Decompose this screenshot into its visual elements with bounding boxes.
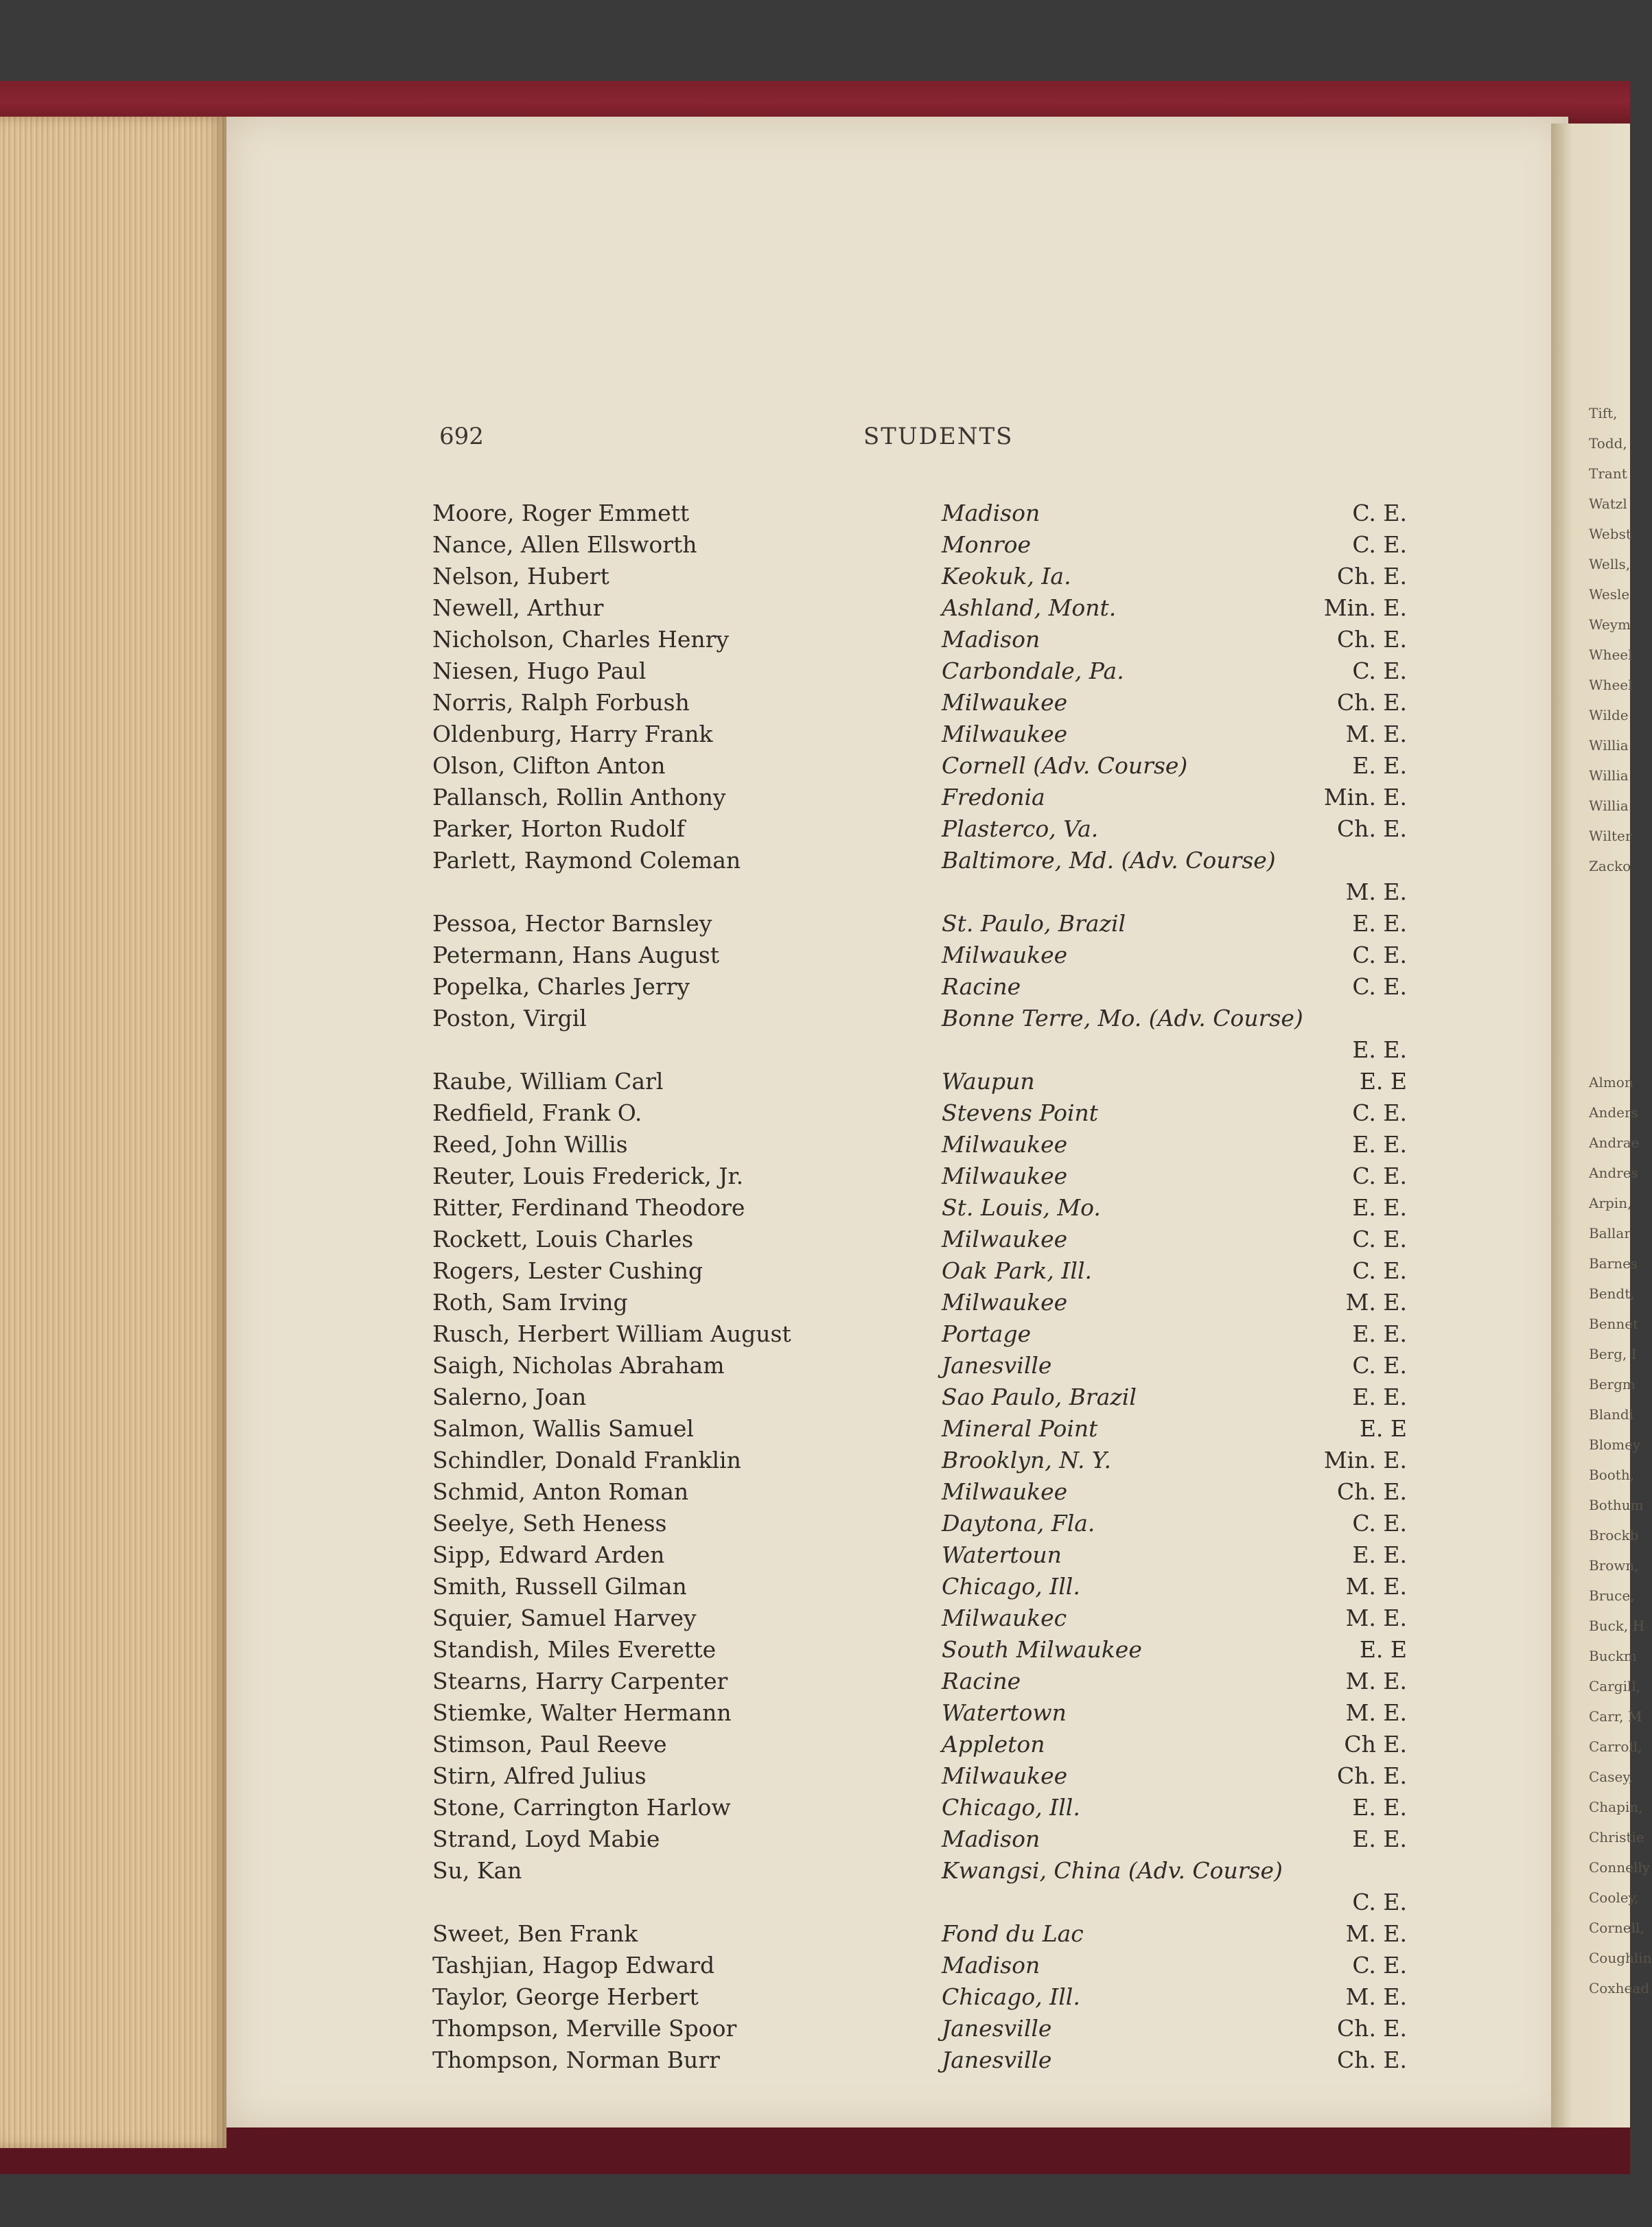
student-course: M. E.	[1345, 1289, 1407, 1316]
student-course: C. E.	[1352, 1099, 1407, 1126]
student-place: Watertown	[942, 1699, 1067, 1726]
student-course: Ch E.	[1344, 1731, 1407, 1758]
student-row	[432, 942, 1407, 973]
next-page-fragment: Watzl	[1589, 495, 1627, 512]
next-page-fragment: Bergm	[1589, 1376, 1636, 1392]
student-row	[432, 815, 1407, 847]
student-name: Oldenburg, Harry Frank	[432, 721, 713, 747]
student-course: E. E	[1359, 1068, 1407, 1095]
student-name: Stone, Carrington Harlow	[432, 1794, 731, 1821]
student-course: M. E.	[1345, 1920, 1407, 1947]
next-page-fragment: Anders	[1589, 1104, 1638, 1121]
next-page-fragment: Cornell,	[1589, 1920, 1644, 1936]
next-page-fragment: Brown,	[1589, 1557, 1639, 1574]
student-row	[432, 1384, 1407, 1415]
student-row	[432, 626, 1407, 657]
next-page-fragment: Carr, M	[1589, 1708, 1642, 1725]
student-place: Monroe	[942, 531, 1032, 558]
student-row	[432, 910, 1407, 942]
student-name: Reuter, Louis Frederick, Jr.	[432, 1163, 744, 1189]
student-course: E. E	[1359, 1636, 1407, 1663]
next-page-fragment: Weym	[1589, 616, 1631, 633]
page-number: 692	[439, 423, 484, 450]
next-page-fragment: Cargill,	[1589, 1678, 1641, 1694]
student-course: M. E.	[1345, 721, 1407, 747]
student-place: Milwaukee	[942, 1131, 1068, 1158]
student-row	[432, 689, 1407, 721]
student-row	[432, 1605, 1407, 1636]
running-head: STUDENTS	[863, 423, 1014, 450]
student-name: Roth, Sam Irving	[432, 1289, 628, 1316]
student-row	[432, 1889, 1407, 1920]
student-place: Racine	[942, 1668, 1021, 1694]
student-course: Ch. E.	[1336, 563, 1407, 590]
next-page-fragment: Andres	[1589, 1165, 1638, 1181]
next-page-fragment: Willia	[1589, 737, 1629, 754]
next-page-fragment: Brockb	[1589, 1527, 1639, 1543]
student-place: Milwaukee	[942, 1289, 1068, 1316]
student-place: Madison	[942, 626, 1040, 653]
next-page-fragment: Bothum	[1589, 1497, 1644, 1513]
student-course: Min. E.	[1323, 784, 1407, 811]
student-place: Chicago, Ill.	[942, 1794, 1080, 1821]
student-name: Popelka, Charles Jerry	[432, 973, 690, 1000]
next-page-fragment: Cooley,	[1589, 1889, 1639, 1906]
next-page-fragment: Bennet	[1589, 1316, 1639, 1332]
student-row	[432, 1983, 1407, 2015]
student-course: Ch. E.	[1336, 1762, 1407, 1789]
student-row	[432, 1952, 1407, 1983]
student-place: Milwaukee	[942, 1163, 1068, 1189]
student-name: Sipp, Edward Arden	[432, 1541, 665, 1568]
student-place: Fredonia	[942, 784, 1045, 811]
next-page-fragment: Booth,	[1589, 1467, 1635, 1483]
student-name: Nelson, Hubert	[432, 563, 609, 590]
student-place: St. Louis, Mo.	[942, 1194, 1101, 1221]
student-name: Nance, Allen Ellsworth	[432, 531, 697, 558]
student-place: Chicago, Ill.	[942, 1573, 1080, 1600]
student-row	[432, 1857, 1407, 1889]
next-page-fragment: Blomey	[1589, 1436, 1641, 1453]
student-course: M. E.	[1345, 1605, 1407, 1631]
student-name: Rogers, Lester Cushing	[432, 1257, 703, 1284]
student-place: Waupun	[942, 1068, 1035, 1095]
student-course: E. E.	[1352, 1320, 1407, 1347]
student-name: Rockett, Louis Charles	[432, 1226, 694, 1252]
student-row	[432, 1731, 1407, 1762]
next-page-fragment: Willia	[1589, 797, 1629, 814]
student-place: Baltimore, Md. (Adv. Course)	[942, 847, 1276, 874]
next-page-fragment: Wilter	[1589, 828, 1632, 844]
student-place: Chicago, Ill.	[942, 1983, 1080, 2010]
student-course: C. E.	[1352, 1952, 1407, 1979]
student-place: Milwaukec	[942, 1605, 1067, 1631]
next-page-fragment: Carroll,	[1589, 1738, 1642, 1755]
student-name: Saigh, Nicholas Abraham	[432, 1352, 725, 1379]
student-place: Ashland, Mont.	[942, 594, 1117, 621]
student-name: Parker, Horton Rudolf	[432, 815, 685, 842]
student-row	[432, 1352, 1407, 1384]
student-row	[432, 2015, 1407, 2047]
student-row	[432, 1226, 1407, 1257]
student-row	[432, 784, 1407, 815]
student-course: E. E.	[1352, 1794, 1407, 1821]
student-row	[432, 1541, 1407, 1573]
page-stack	[0, 117, 226, 2148]
student-place: Mineral Point	[942, 1415, 1098, 1442]
student-row	[432, 1289, 1407, 1320]
student-place: Carbondale, Pa.	[942, 657, 1124, 684]
student-name: Olson, Clifton Anton	[432, 752, 666, 779]
student-place: Janesville	[942, 1352, 1052, 1379]
student-course: C. E.	[1352, 942, 1407, 968]
student-name: Tashjian, Hagop Edward	[432, 1952, 715, 1979]
next-page-fragment: Wheel	[1589, 646, 1633, 663]
student-place: Milwaukee	[942, 1762, 1068, 1789]
student-place: Watertoun	[942, 1541, 1062, 1568]
student-place: Madison	[942, 1952, 1040, 1979]
student-row	[432, 1068, 1407, 1099]
student-place: Kwangsi, China (Adv. Course)	[942, 1857, 1283, 1884]
student-row	[432, 531, 1407, 563]
student-row	[432, 1762, 1407, 1794]
student-row	[432, 1131, 1407, 1163]
student-list	[432, 500, 1407, 2078]
student-name: Redfield, Frank O.	[432, 1099, 642, 1126]
student-course: Min. E.	[1323, 1447, 1407, 1473]
student-name: Norris, Ralph Forbush	[432, 689, 690, 716]
student-course: C. E.	[1352, 1889, 1407, 1915]
next-page-fragment: Buckm	[1589, 1648, 1637, 1664]
next-page-fragment: Ballar	[1589, 1225, 1631, 1241]
next-page-fragment: Andrae	[1589, 1134, 1640, 1151]
student-course: Ch. E.	[1336, 626, 1407, 653]
student-name: Standish, Miles Everette	[432, 1636, 717, 1663]
next-page-fragment: Barnes	[1589, 1255, 1638, 1272]
next-page-fragment: Arpin,	[1589, 1195, 1632, 1211]
next-page-fragment: Christie	[1589, 1829, 1644, 1845]
student-course: Ch. E.	[1336, 2047, 1407, 2073]
student-place: Oak Park, Ill.	[942, 1257, 1092, 1284]
student-course: C. E.	[1352, 973, 1407, 1000]
next-page-fragment: Webst	[1589, 526, 1631, 542]
next-page-fragment: Almon	[1589, 1074, 1633, 1091]
student-place: Janesville	[942, 2015, 1052, 2042]
student-course: E. E.	[1352, 1036, 1407, 1063]
student-place: Stevens Point	[942, 1099, 1099, 1126]
student-name: Thompson, Merville Spoor	[432, 2015, 737, 2042]
student-place: Milwaukee	[942, 689, 1068, 716]
student-row	[432, 1415, 1407, 1447]
student-place: Sao Paulo, Brazil	[942, 1384, 1137, 1410]
student-place: Fond du Lac	[942, 1920, 1084, 1947]
student-place: Bonne Terre, Mo. (Adv. Course)	[942, 1005, 1303, 1031]
student-row	[432, 721, 1407, 752]
student-row	[432, 1163, 1407, 1194]
student-row	[432, 1920, 1407, 1952]
student-name: Thompson, Norman Burr	[432, 2047, 720, 2073]
student-name: Schindler, Donald Franklin	[432, 1447, 741, 1473]
student-name: Reed, John Willis	[432, 1131, 628, 1158]
student-name: Strand, Loyd Mabie	[432, 1826, 660, 1852]
student-row	[432, 973, 1407, 1005]
student-name: Ritter, Ferdinand Theodore	[432, 1194, 745, 1221]
student-course: Ch. E.	[1336, 2015, 1407, 2042]
student-row	[432, 1320, 1407, 1352]
student-name: Newell, Arthur	[432, 594, 604, 621]
student-name: Stearns, Harry Carpenter	[432, 1668, 728, 1694]
student-name: Raube, William Carl	[432, 1068, 664, 1095]
student-name: Nicholson, Charles Henry	[432, 626, 730, 653]
student-name: Smith, Russell Gilman	[432, 1573, 687, 1600]
student-row	[432, 847, 1407, 878]
student-name: Stirn, Alfred Julius	[432, 1762, 647, 1789]
student-name: Poston, Virgil	[432, 1005, 587, 1031]
student-row	[432, 1447, 1407, 1478]
student-place: Milwaukee	[942, 721, 1068, 747]
student-place: Plasterco, Va.	[942, 815, 1099, 842]
student-row	[432, 2047, 1407, 2078]
next-page-fragment: Connelly	[1589, 1859, 1651, 1876]
student-row	[432, 594, 1407, 626]
student-course: C. E.	[1352, 1163, 1407, 1189]
student-name: Salerno, Joan	[432, 1384, 587, 1410]
next-page-fragment: Willia	[1589, 767, 1629, 784]
student-course: E. E.	[1352, 1826, 1407, 1852]
student-course: E. E.	[1352, 1131, 1407, 1158]
student-row	[432, 1257, 1407, 1289]
student-course: M. E.	[1345, 1668, 1407, 1694]
student-place: South Milwaukee	[942, 1636, 1142, 1663]
student-row	[432, 1794, 1407, 1826]
student-course: C. E.	[1352, 500, 1407, 526]
student-name: Parlett, Raymond Coleman	[432, 847, 741, 874]
next-page-fragment: Buck, H	[1589, 1618, 1645, 1634]
next-page-fragment: Todd,	[1589, 435, 1627, 452]
student-course: E. E.	[1352, 752, 1407, 779]
student-name: Stiemke, Walter Hermann	[432, 1699, 732, 1726]
student-place: Keokuk, Ia.	[942, 563, 1071, 590]
student-course: M. E.	[1345, 878, 1407, 905]
student-name: Su, Kan	[432, 1857, 522, 1884]
student-place: Milwaukee	[942, 942, 1068, 968]
student-row	[432, 1826, 1407, 1857]
student-row	[432, 1668, 1407, 1699]
next-page-fragment: Bendt,	[1589, 1285, 1635, 1302]
next-page-fragment: Blandi	[1589, 1406, 1634, 1423]
student-course: E. E	[1359, 1415, 1407, 1442]
next-page-fragment: Tift,	[1589, 405, 1618, 421]
student-row	[432, 1573, 1407, 1605]
student-row	[432, 1699, 1407, 1731]
student-place: Madison	[942, 500, 1040, 526]
student-course: C. E.	[1352, 657, 1407, 684]
student-course: Min. E.	[1323, 594, 1407, 621]
student-course: E. E.	[1352, 1541, 1407, 1568]
student-row	[432, 1036, 1407, 1068]
student-place: Portage	[942, 1320, 1032, 1347]
student-name: Moore, Roger Emmett	[432, 500, 690, 526]
student-course: M. E.	[1345, 1573, 1407, 1600]
page-header	[226, 423, 1568, 457]
next-page-fragment: Chapin,	[1589, 1799, 1643, 1815]
student-row	[432, 1099, 1407, 1131]
student-course: C. E.	[1352, 1226, 1407, 1252]
student-course: C. E.	[1352, 1352, 1407, 1379]
next-page-fragment: Coughlin	[1589, 1950, 1652, 1966]
student-place: Cornell (Adv. Course)	[942, 752, 1188, 779]
student-name: Sweet, Ben Frank	[432, 1920, 638, 1947]
student-course: C. E.	[1352, 1510, 1407, 1537]
student-name: Squier, Samuel Harvey	[432, 1605, 697, 1631]
student-place: St. Paulo, Brazil	[942, 910, 1126, 937]
student-place: Brooklyn, N. Y.	[942, 1447, 1111, 1473]
student-course: M. E.	[1345, 1699, 1407, 1726]
student-course: E. E.	[1352, 910, 1407, 937]
student-place: Janesville	[942, 2047, 1052, 2073]
next-page-fragment: Coxhead	[1589, 1980, 1650, 1996]
student-row	[432, 1510, 1407, 1541]
next-page-fragment: Bruce,	[1589, 1587, 1635, 1604]
student-course: M. E.	[1345, 1983, 1407, 2010]
student-name: Pessoa, Hector Barnsley	[432, 910, 712, 937]
next-page-fragment: Wilde	[1589, 707, 1629, 723]
student-name: Pallansch, Rollin Anthony	[432, 784, 726, 811]
student-name: Stimson, Paul Reeve	[432, 1731, 667, 1758]
student-row	[432, 563, 1407, 594]
next-page-fragment: Zacko	[1589, 858, 1631, 874]
student-name: Rusch, Herbert William August	[432, 1320, 791, 1347]
next-page-fragment: Casey,	[1589, 1769, 1633, 1785]
next-page-fragment: Trant	[1589, 465, 1627, 482]
student-row	[432, 752, 1407, 784]
book-page	[226, 117, 1568, 2127]
student-course: Ch. E.	[1336, 689, 1407, 716]
student-row	[432, 657, 1407, 689]
student-place: Milwaukee	[942, 1226, 1068, 1252]
next-page-fragment: Wesle	[1589, 586, 1630, 603]
student-row	[432, 1005, 1407, 1036]
student-row	[432, 878, 1407, 910]
student-name: Niesen, Hugo Paul	[432, 657, 647, 684]
student-place: Appleton	[942, 1731, 1045, 1758]
student-place: Madison	[942, 1826, 1040, 1852]
student-course: Ch. E.	[1336, 1478, 1407, 1505]
student-row	[432, 500, 1407, 531]
student-course: E. E.	[1352, 1194, 1407, 1221]
student-name: Schmid, Anton Roman	[432, 1478, 689, 1505]
student-name: Taylor, George Herbert	[432, 1983, 699, 2010]
student-course: C. E.	[1352, 1257, 1407, 1284]
student-name: Salmon, Wallis Samuel	[432, 1415, 694, 1442]
student-place: Milwaukee	[942, 1478, 1068, 1505]
student-row	[432, 1636, 1407, 1668]
student-course: E. E.	[1352, 1384, 1407, 1410]
student-row	[432, 1478, 1407, 1510]
student-course: C. E.	[1352, 531, 1407, 558]
student-place: Racine	[942, 973, 1021, 1000]
student-name: Seelye, Seth Heness	[432, 1510, 667, 1537]
next-page-fragment: Wells,	[1589, 556, 1631, 572]
next-page-fragment: Wheel	[1589, 677, 1633, 693]
next-page-fragment: Berg, I	[1589, 1346, 1637, 1362]
student-row	[432, 1194, 1407, 1226]
student-place: Daytona, Fla.	[942, 1510, 1095, 1537]
student-name: Petermann, Hans August	[432, 942, 720, 968]
next-page-edge	[1551, 124, 1652, 2127]
student-course: Ch. E.	[1336, 815, 1407, 842]
